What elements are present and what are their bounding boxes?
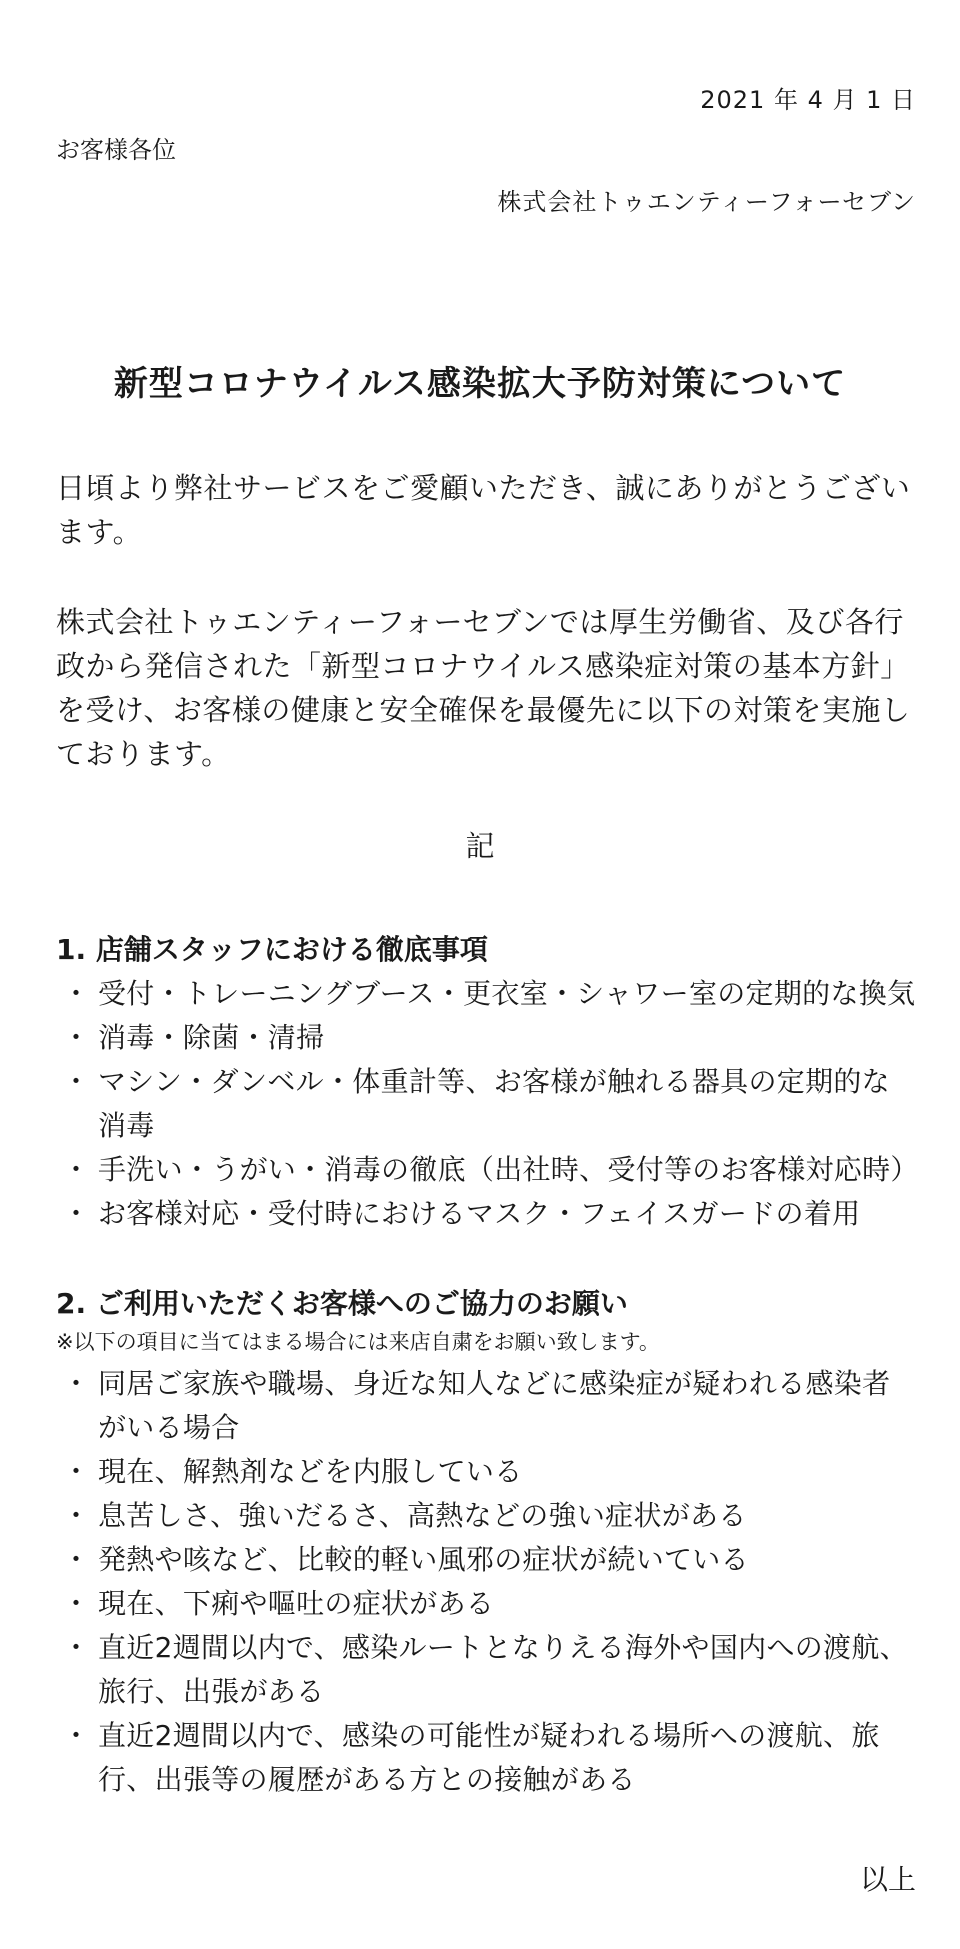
policy-paragraph: 株式会社トゥエンティーフォーセブンでは厚生労働省、及び各行政から発信された「新型コロナウイルス感染症対策の基本方針」を受け、お客様の健康と安全確保を最優先に以下の対策を実施しております。 (56, 605, 911, 771)
list-item-text: マシン・ダンベル・体重計等、お客様が触れる器具の定期的な消毒 (98, 1065, 890, 1142)
list-item-text: お客様対応・受付時におけるマスク・フェイスガードの着用 (98, 1197, 861, 1230)
customer-request-list (56, 1362, 916, 1802)
list-item (56, 1148, 919, 1192)
list-item-text: 直近2週間以内で、感染の可能性が疑われる場所への渡航、旅行、出張等の履歴がある方との接触がある (98, 1719, 880, 1796)
customer-request-section (56, 1282, 916, 1802)
bullet-icon: ・ (62, 977, 91, 1010)
greeting-paragraph: 日頃より弊社サービスをご愛顧いただき、誠にありがとうございます。 (56, 471, 911, 549)
staff-measures-section (56, 928, 919, 1236)
closing-mark: 以上 (859, 1863, 916, 1896)
list-item-text: 同居ご家族や職場、身近な知人などに感染症が疑われる感染者がいる場合 (98, 1367, 891, 1444)
list-item-text: 受付・トレーニングブース・更衣室・シャワー室の定期的な換気 (98, 977, 916, 1010)
staff-measures-heading: 1. 店舗スタッフにおける徹底事項 (56, 933, 488, 966)
list-item (56, 1450, 916, 1494)
bullet-icon: ・ (62, 1587, 91, 1620)
list-item (56, 1626, 916, 1714)
bullet-icon: ・ (62, 1153, 91, 1186)
bullet-icon: ・ (62, 1197, 91, 1230)
document-title: 新型コロナウイルス感染拡大予防対策について (113, 364, 847, 404)
sender-company: 株式会社トゥエンティーフォーセブン (497, 188, 916, 216)
list-item (56, 1494, 916, 1538)
document-date: 2021 年 4 月 1 日 (700, 86, 916, 114)
bullet-icon: ・ (62, 1455, 91, 1488)
list-item (56, 1192, 916, 1236)
bullet-icon: ・ (62, 1631, 91, 1664)
list-item (56, 1714, 916, 1802)
list-item (56, 1538, 916, 1582)
list-item (56, 972, 916, 1016)
bullet-icon: ・ (62, 1719, 91, 1752)
list-item-text: 手洗い・うがい・消毒の徹底（出社時、受付等のお客様対応時） (98, 1153, 919, 1186)
bullet-icon: ・ (62, 1021, 91, 1054)
list-item (56, 1362, 916, 1450)
list-item-text: 現在、下痢や嘔吐の症状がある (98, 1587, 495, 1620)
list-item (56, 1582, 916, 1626)
bullet-icon: ・ (62, 1065, 91, 1098)
list-item-text: 直近2週間以内で、感染ルートとなりえる海外や国内への渡航、旅行、出張がある (98, 1631, 908, 1708)
list-item-text: 息苦しさ、強いだるさ、高熱などの強い症状がある (98, 1499, 747, 1532)
list-item-text: 消毒・除菌・清掃 (98, 1021, 325, 1054)
bullet-icon: ・ (62, 1499, 91, 1532)
self-restraint-note: ※以下の項目に当てはまる場合には来店自粛をお願い致します。 (56, 1330, 660, 1354)
staff-measures-list (56, 972, 919, 1236)
customer-request-heading: 2. ご利用いただくお客様へのご協力のお願い (56, 1287, 628, 1320)
list-item-text: 現在、解熱剤などを内服している (98, 1455, 523, 1488)
bullet-icon: ・ (62, 1367, 91, 1400)
list-item-text: 発熱や咳など、比較的軽い風邪の症状が続いている (98, 1543, 749, 1576)
recipient-line: お客様各位 (56, 136, 176, 164)
ki-marker: 記 (465, 829, 495, 863)
bullet-icon: ・ (62, 1543, 91, 1576)
list-item (56, 1016, 916, 1060)
list-item (56, 1060, 916, 1148)
